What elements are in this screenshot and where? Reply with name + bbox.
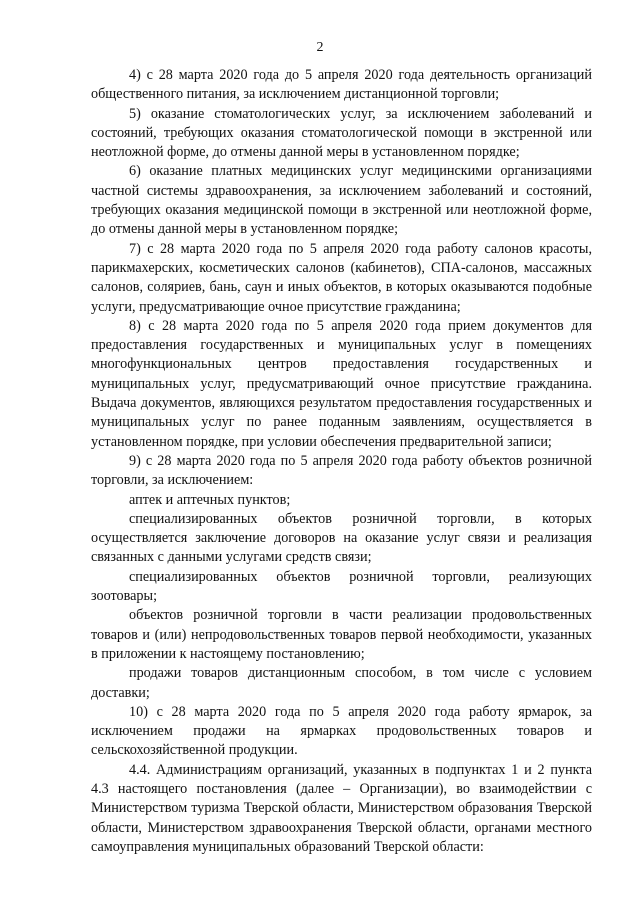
document-body [91,66,592,857]
paragraph-item-10: 10) с 28 марта 2020 года по 5 апреля 2020 года работу ярмарок, за исключением продажи на ярмарках продовольственных товаров и сельскохозяйственной продукции. [91,703,592,759]
paragraph-item-6: 6) оказание платных медицинских услуг медицинскими организациями частной системы здравоохранения, за исключением заболеваний и состояний, требующих оказания медицинской помощи в экстренной или неотложной форме, до отмены данной меры в установленном порядке; [91,163,592,238]
paragraph-exception-food-goods: объектов розничной торговли в части реализации продовольственных товаров и (или) непродовольственных товаров первой необходимости, указанных в приложении к настоящему постановлению; [91,607,592,662]
paragraph-item-4: 4) с 28 марта 2020 года до 5 апреля 2020 года деятельность организаций общественного питания, за исключением дистанционной торговли; [91,67,592,103]
paragraph-exception-pet-goods: специализированных объектов розничной торговли, реализующих зоотовары; [91,568,592,605]
paragraph-exception-remote-sales: продажи товаров дистанционным способом, в том числе с условием доставки; [91,665,592,701]
page-number: 2 [316,40,324,55]
paragraph-item-8: 8) с 28 марта 2020 года по 5 апреля 2020 года прием документов для предоставления государственных и муниципальных услуг в помещениях многофункциональных центров предоставления государственных и муниципальных услуг, предусматривающий очное присутствие гражданина. Выдача документов, являющихся результатом предоставления государственных и муниципальных услуг по ранее поданным заявлениям, осуществляется в установленном порядке, при условии обеспечения предварительной записи; [91,317,592,450]
paragraph-exception-pharmacies: аптек и аптечных пунктов; [129,491,291,508]
paragraph-item-7: 7) с 28 марта 2020 года по 5 апреля 2020 года работу салонов красоты, парикмахерских, косметических салонов (кабинетов), СПА-салонов, массажных салонов, соляриев, бань, саун и иных объектов, в которых оказываются подобные услуги, предусматривающие очное присутствие гражданина; [91,240,592,315]
paragraph-exception-communications: специализированных объектов розничной торговли, в которых осуществляется заключение договоров на оказание услуг связи и реализация связанных с данными услугами средств связи; [91,510,592,566]
paragraph-item-5: 5) оказание стоматологических услуг, за исключением заболеваний и состояний, требующих оказания стоматологической помощи в экстренной или неотложной форме, до отмены данной меры в установленном порядке; [91,105,592,161]
paragraph-item-9: 9) с 28 марта 2020 года по 5 апреля 2020 года работу объектов розничной торговли, за исключением: [91,452,592,489]
paragraph-section-4-4: 4.4. Администрациям организаций, указанных в подпунктах 1 и 2 пункта 4.3 настоящего постановления (далее – Организации), во взаимодействии с Министерством туризма Тверской области, Министерством образования Тверской области, Министерством здравоохранения Тверской области, органами местного самоуправления муниципальных образований Тверской области: [91,761,592,855]
